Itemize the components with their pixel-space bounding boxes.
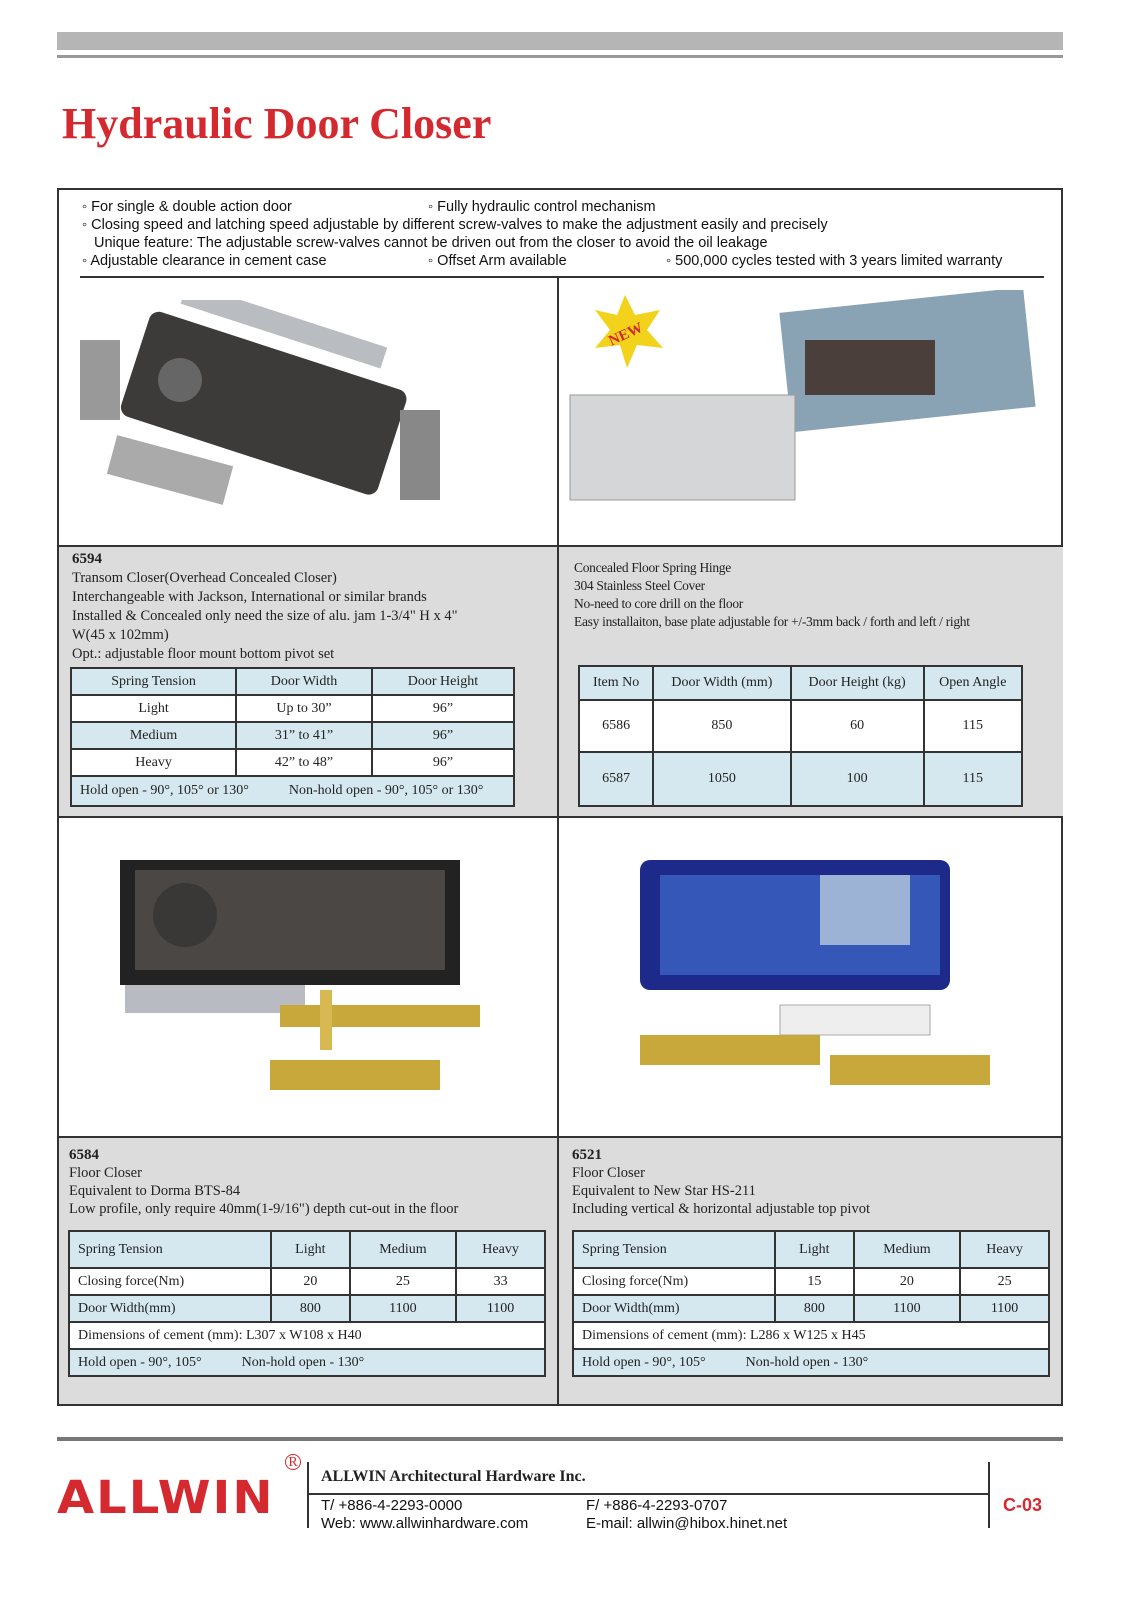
cell: 25 (960, 1268, 1049, 1295)
table-header: Medium (350, 1231, 456, 1268)
spec-table-6521 (572, 1230, 1050, 1377)
desc-line: W(45 x 102mm) (72, 627, 169, 643)
feature: ◦ Offset Arm available (428, 253, 567, 269)
cell: 800 (271, 1295, 350, 1322)
cell: 15 (775, 1268, 854, 1295)
desc-line: Easy installaiton, base plate adjustable for +/-3mm back / forth and left / right (574, 614, 970, 629)
desc-line: Equivalent to New Star HS-211 (572, 1183, 756, 1199)
telephone: T/ +886-4-2293-0000 (321, 1497, 463, 1514)
desc-line: 304 Stainless Steel Cover (574, 578, 705, 593)
table-row (579, 752, 1022, 806)
desc-line: Interchangeable with Jackson, International or similar brands (72, 589, 427, 605)
footer-divider (57, 1437, 1063, 1441)
cell: 20 (271, 1268, 350, 1295)
table-row (71, 749, 514, 776)
feature: ◦ Closing speed and latching speed adjustable by different screw-valves to make the adjustment easily and precisely (82, 217, 828, 233)
floor-spring-hinge-image (565, 290, 1045, 535)
cell: 96” (372, 749, 514, 776)
divider (988, 1462, 990, 1528)
divider (57, 816, 1063, 818)
cell: 115 (924, 700, 1022, 752)
cell: 33 (456, 1268, 545, 1295)
table-header: Heavy (456, 1231, 545, 1268)
allwin-logo: ALLWIN (57, 1471, 275, 1525)
transom-closer-image (70, 300, 470, 520)
cell: 100 (791, 752, 924, 806)
desc-line: Including vertical & horizontal adjustable top pivot (572, 1201, 870, 1217)
cell: Door Width(mm) (573, 1295, 775, 1322)
product-6584-info (69, 1146, 458, 1218)
cell: 20 (854, 1268, 960, 1295)
feature-list (82, 198, 1002, 270)
table-row (69, 1295, 545, 1322)
website-link[interactable]: Web: www.allwinhardware.com (321, 1515, 529, 1532)
company-name: ALLWIN Architectural Hardware Inc. (321, 1468, 586, 1485)
registered-mark: R (285, 1454, 301, 1470)
cell: 1100 (960, 1295, 1049, 1322)
feature: Unique feature: The adjustable screw-valves cannot be driven out from the closer to avoid the oil leakage (94, 235, 768, 251)
fax: F/ +886-4-2293-0707 (586, 1497, 728, 1514)
cell: Closing force(Nm) (69, 1268, 271, 1295)
table-row (69, 1268, 545, 1295)
cell: Heavy (71, 749, 236, 776)
table-header: Door Width (mm) (653, 666, 790, 700)
spec-table-6594 (70, 667, 515, 807)
feature: ◦ For single & double action door (82, 199, 292, 215)
desc-line: Opt.: adjustable floor mount bottom pivot set (72, 646, 335, 662)
table-header: Item No (579, 666, 653, 700)
cell: 96” (372, 722, 514, 749)
table-header: Door Width (236, 668, 372, 695)
desc-line: Equivalent to Dorma BTS-84 (69, 1183, 241, 1199)
table-header: Spring Tension (71, 668, 236, 695)
non-hold-open: Non-hold open - 130° (241, 1354, 365, 1370)
desc-line: No-need to core drill on the floor (574, 596, 743, 611)
cement-dimensions: Dimensions of cement (mm): L307 x W108 x H40 (69, 1322, 545, 1349)
cell: 1050 (653, 752, 790, 806)
feature: ◦ Fully hydraulic control mechanism (428, 199, 656, 215)
table-header: Light (775, 1231, 854, 1268)
cell: Door Width(mm) (69, 1295, 271, 1322)
cell: 25 (350, 1268, 456, 1295)
cell: Closing force(Nm) (573, 1268, 775, 1295)
hold-open: Hold open - 90°, 105° or 130° (80, 783, 249, 798)
header-divider (57, 55, 1063, 58)
table-header: Heavy (960, 1231, 1049, 1268)
cell: 1100 (854, 1295, 960, 1322)
cell: 60 (791, 700, 924, 752)
table-header: Door Height (372, 668, 514, 695)
spec-table-6584 (68, 1230, 546, 1377)
cement-dimensions: Dimensions of cement (mm): L286 x W125 x H45 (573, 1322, 1049, 1349)
desc-line: Floor Closer (69, 1165, 142, 1181)
cell: 42” to 48” (236, 749, 372, 776)
page-number: C-03 (1003, 1495, 1043, 1515)
desc-line: Concealed Floor Spring Hinge (574, 560, 731, 575)
divider (80, 276, 1044, 278)
table-header: Door Height (kg) (791, 666, 924, 700)
table-row (71, 695, 514, 722)
desc-line: Transom Closer(Overhead Concealed Closer) (72, 570, 337, 586)
table-header: Spring Tension (69, 1231, 271, 1268)
table-row (573, 1268, 1049, 1295)
page-title: Hydraulic Door Closer (62, 99, 492, 148)
divider (307, 1462, 309, 1528)
hold-open: Hold open - 90°, 105° (582, 1354, 706, 1370)
table-header: Medium (854, 1231, 960, 1268)
cell: 1100 (350, 1295, 456, 1322)
cell: 31” to 41” (236, 722, 372, 749)
header-bar (57, 32, 1063, 50)
cell: 115 (924, 752, 1022, 806)
new-badge: NEW (606, 319, 646, 350)
desc-line: Low profile, only require 40mm(1-9/16") depth cut-out in the floor (69, 1201, 459, 1217)
cell: Medium (71, 722, 236, 749)
product-6594-info (72, 550, 458, 664)
cell: 800 (775, 1295, 854, 1322)
product-6521-info (572, 1146, 870, 1218)
table-header: Open Angle (924, 666, 1022, 700)
cell: 96” (372, 695, 514, 722)
cell: 6586 (579, 700, 653, 752)
table-row (71, 722, 514, 749)
cell: Light (71, 695, 236, 722)
product-code: 6584 (69, 1147, 99, 1163)
product-code: 6594 (72, 551, 102, 567)
table-header: Spring Tension (573, 1231, 775, 1268)
spec-table-floor-hinge (578, 665, 1023, 807)
floor-hinge-info (574, 559, 970, 631)
hold-open: Hold open - 90°, 105° (78, 1354, 202, 1370)
feature: ◦ 500,000 cycles tested with 3 years limited warranty (666, 253, 1003, 269)
feature: ◦ Adjustable clearance in cement case (82, 253, 327, 269)
table-row (573, 1295, 1049, 1322)
non-hold-open: Non-hold open - 130° (745, 1354, 869, 1370)
cell: Up to 30” (236, 695, 372, 722)
cell: 1100 (456, 1295, 545, 1322)
divider (309, 1493, 989, 1495)
table-row (579, 700, 1022, 752)
floor-closer-6521-image (630, 855, 1000, 1115)
cell: 6587 (579, 752, 653, 806)
floor-closer-6584-image (110, 855, 490, 1115)
non-hold-open: Non-hold open - 90°, 105° or 130° (288, 783, 484, 798)
cell: 850 (653, 700, 790, 752)
product-code: 6521 (572, 1147, 602, 1163)
desc-line: Installed & Concealed only need the size of alu. jam 1-3/4" H x 4" (72, 608, 458, 624)
email-link[interactable]: E-mail: allwin@hibox.hinet.net (586, 1515, 788, 1532)
desc-line: Floor Closer (572, 1165, 645, 1181)
table-header: Light (271, 1231, 350, 1268)
